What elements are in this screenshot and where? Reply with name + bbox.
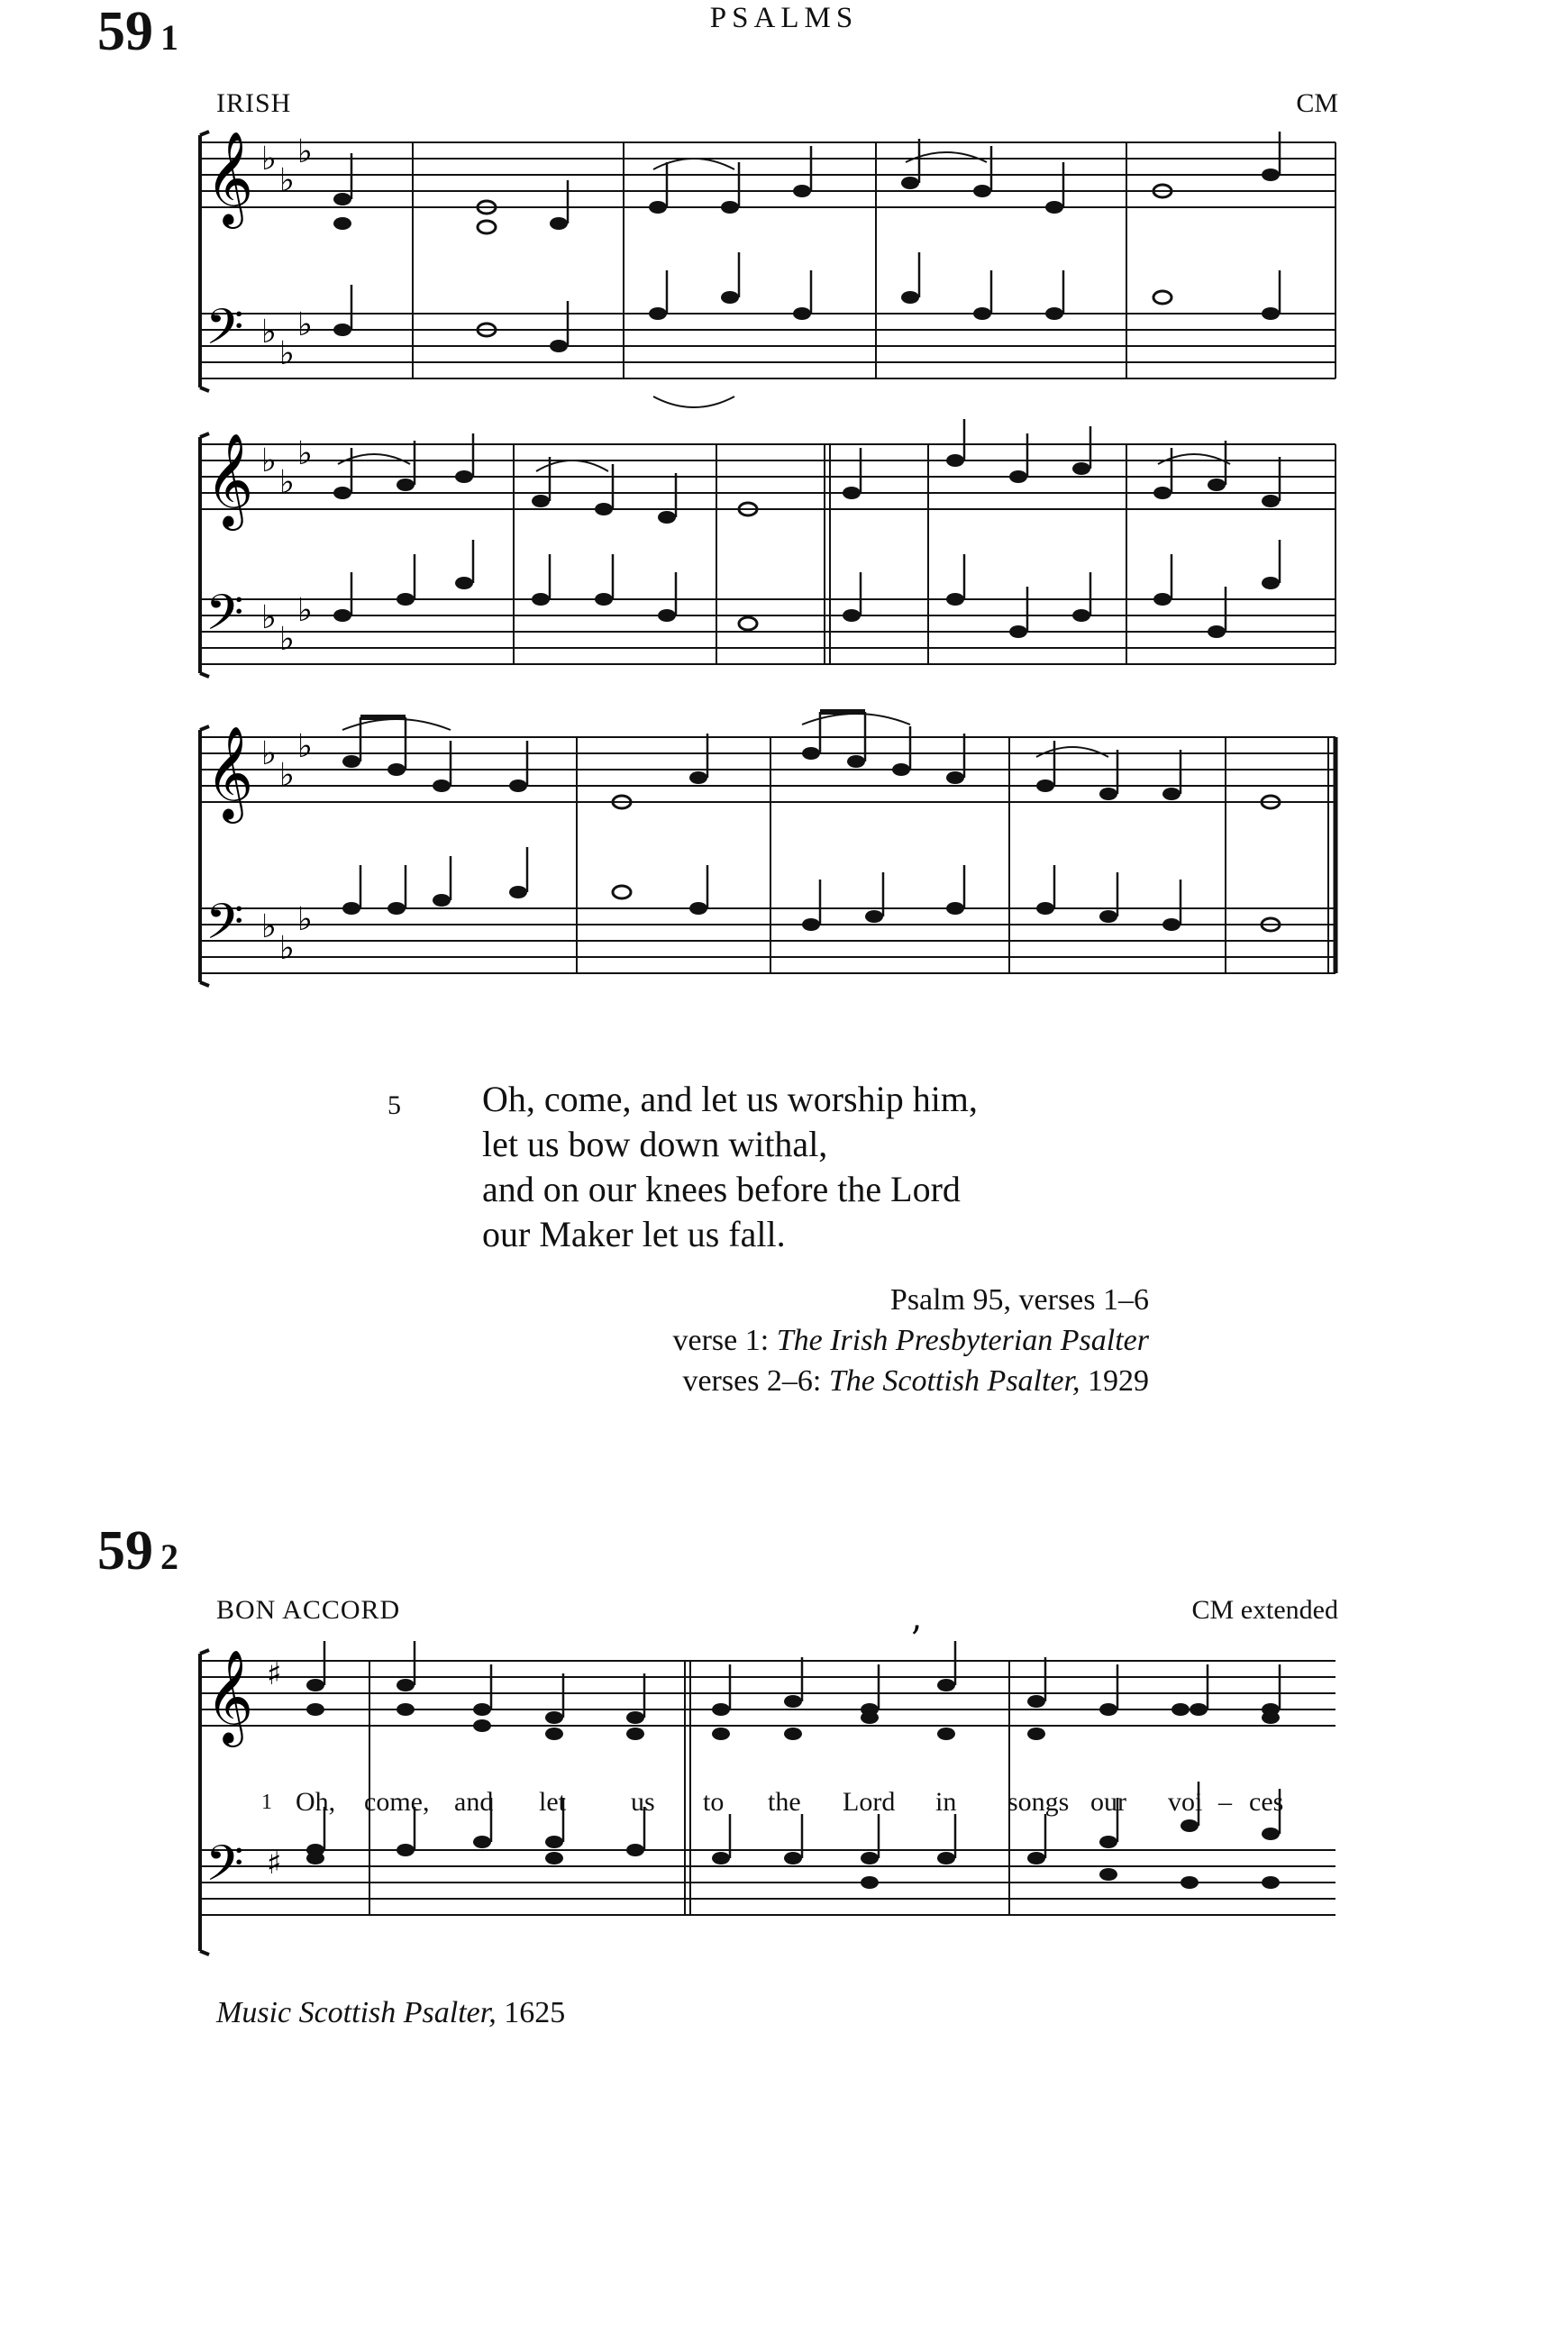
hymn-sub-number: 1 [160,17,178,58]
lyric-syllable: us [631,1787,655,1817]
lyric-syllable: voi [1168,1787,1203,1817]
tune-name-2: BON ACCORD [216,1595,401,1625]
svg-text:♭: ♭ [261,314,277,351]
tune-name: IRISH [216,88,292,118]
svg-text:♭: ♭ [279,621,295,658]
hymn-sub-number-2: 2 [160,1536,178,1577]
lyric-syllable: ces [1249,1787,1284,1817]
treble-clef-icon: 𝄞 [205,1649,254,1744]
lyric-syllable: and [454,1787,494,1817]
lyric-syllable: in [935,1787,957,1817]
svg-text:♭: ♭ [297,435,313,472]
attribution-verses: verses 2–6: The Scottish Psalter, 1929 [682,1364,1149,1398]
meter-label-2: CM extended [1191,1595,1338,1625]
running-header: PSALMS [709,2,859,34]
svg-text:♭: ♭ [261,141,277,178]
lyric-syllable: let [539,1787,566,1817]
bass-clef-icon: 𝄢 [205,893,244,962]
verse-line: let us bow down withal, [482,1124,828,1164]
key-signature-icon [261,435,313,658]
lyric-syllable: to [703,1787,725,1817]
attribution [673,1280,1150,1401]
hymn-number-2: 59 2 [97,1520,178,1582]
hymn-number: 59 1 [97,1,178,62]
svg-text:♭: ♭ [297,592,313,629]
lyric-syllable: Lord [843,1787,896,1817]
verse-text [482,1077,978,1257]
lyric-verse-number: 1 [261,1791,272,1814]
lyrics-line [0,1787,1568,1823]
sharp-key-icon: ♯ [267,1656,282,1692]
attribution-source: Psalm 95, verses 1–6 [889,1283,1149,1317]
attribution-verse1: verse 1: The Irish Presbyterian Psalter [672,1324,1149,1357]
music-system-1 [0,126,1568,424]
lyric-syllable: come, [364,1787,430,1817]
verse-line: Oh, come, and let us worship him, [482,1079,978,1119]
svg-text:♭: ♭ [279,162,295,199]
music-system-3 [0,721,1568,1018]
key-signature-icon [261,728,313,967]
treble-clef-icon: 𝄞 [205,725,254,820]
bass-clef-icon: 𝄢 [205,584,244,653]
music-system-2 [0,428,1568,716]
svg-text:♭: ♭ [297,901,313,938]
bass-clef-icon: 𝄢 [205,1835,244,1904]
lyric-hyphen: – [1218,1787,1232,1817]
sharp-key-icon: ♯ [267,1846,282,1882]
svg-text:♭: ♭ [261,908,277,945]
verse-line: and on our knees before the Lord [482,1169,961,1209]
svg-text:♭: ♭ [279,464,295,501]
svg-text:♭: ♭ [297,133,313,170]
svg-text:♭: ♭ [261,599,277,636]
meter-label: CM [1296,88,1338,118]
lyric-syllable: songs [1007,1787,1070,1817]
music-credit: Music Scottish Psalter, 1625 [216,1996,566,2029]
verse-number: 5 [387,1090,401,1120]
breath-mark-icon: ’ [910,1619,922,1661]
treble-clef-icon: 𝄞 [205,131,254,225]
lyric-syllable: Oh, [296,1787,336,1817]
bass-clef-icon: 𝄢 [205,298,244,368]
svg-text:♭: ♭ [279,335,295,372]
svg-text:♭: ♭ [261,442,277,479]
svg-text:♭: ♭ [261,735,277,772]
svg-text:♭: ♭ [297,306,313,343]
svg-text:♭: ♭ [279,757,295,794]
svg-text:♭: ♭ [297,728,313,765]
key-signature-icon [261,133,313,372]
lyric-syllable: the [768,1787,801,1817]
treble-clef-icon: 𝄞 [205,433,254,527]
lyric-syllable: our [1090,1787,1126,1817]
verse-line: our Maker let us fall. [482,1214,786,1254]
svg-text:♭: ♭ [279,930,295,967]
